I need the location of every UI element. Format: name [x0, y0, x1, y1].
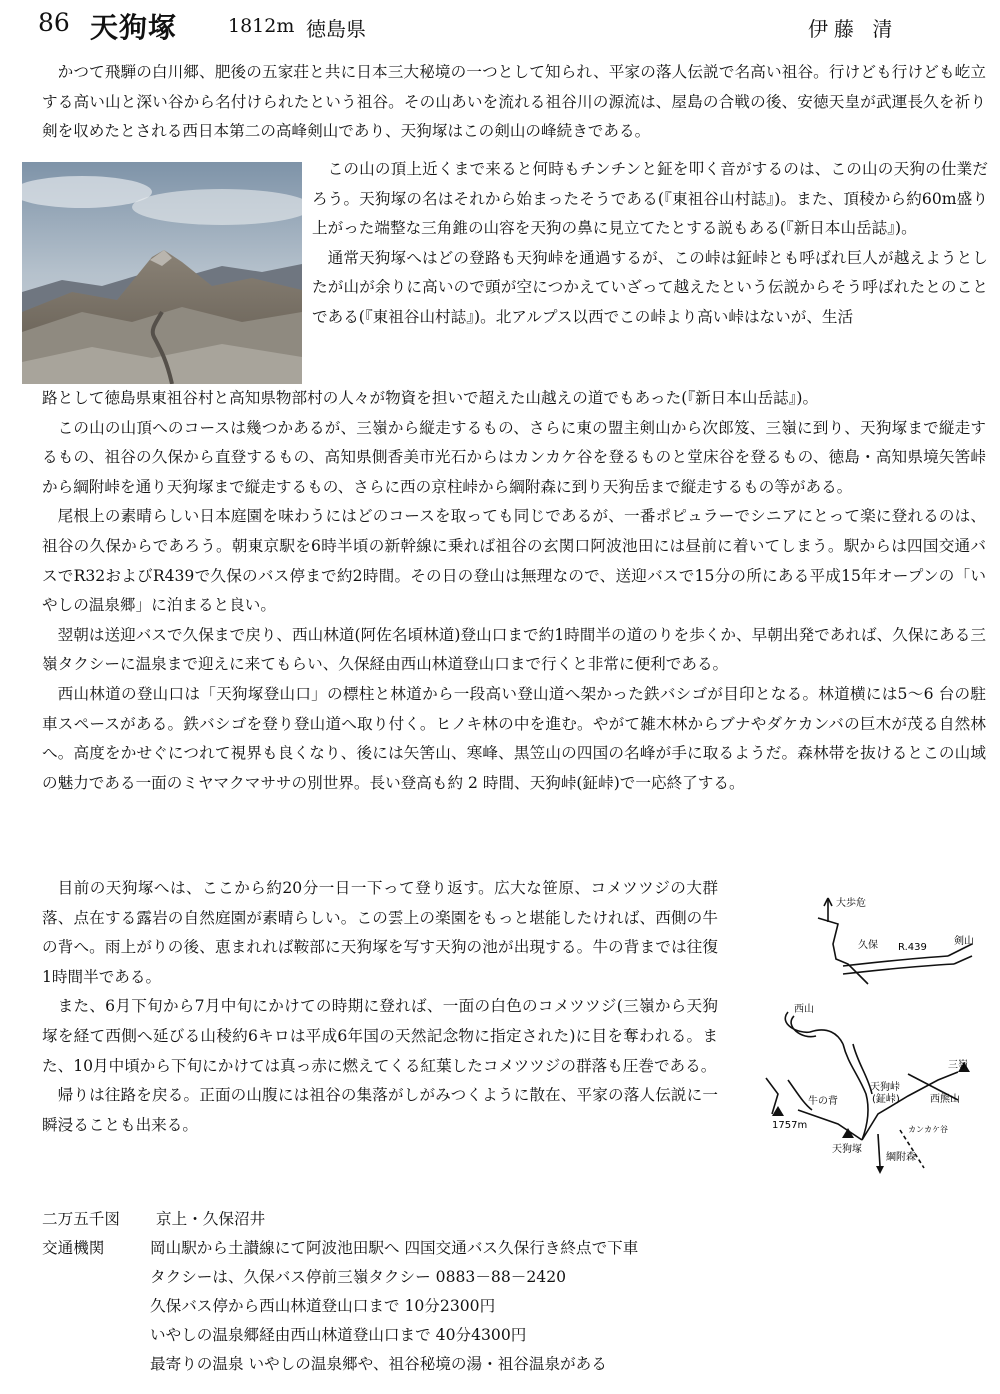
photo-side-text — [312, 155, 988, 333]
topo-map-row — [42, 1205, 742, 1234]
paragraph-7: 西山林道の登山口は「天狗塚登山口」の標柱と林道から一段高い登山道へ架かった鉄バシゴが目印となる。林道横には5～6 台の駐車スペースがある。鉄バシゴを登り登山道へ取り付く。ヒノキ林の中を進む。やがて雑木林からブナやダケカンバの巨木が茂る自然林へ。高度をかせぐにつれて視界も良くなり、後には矢筈山、寒峰、黒笠山の四国の名峰が手に取るようだ。森林帯を抜けるとこの山域の魅力である一面のミヤマクマササの別世界。長い登高も約 2 時間、天狗峠(鉦峠)で一応終了する。 — [42, 684, 986, 792]
main-body-text — [42, 384, 986, 798]
transport-line: 久保バス停から西山林道登山口まで 10分2300円 — [150, 1297, 496, 1315]
paragraph-5: 尾根上の素晴らしい日本庭園を味わうにはどのコースを取っても同じであるが、一番ポピュラーでシニアにとって楽に登れるのは、祖谷の久保からであろう。朝東京駅を6時半頃の新幹線に乗れば祖谷の玄関口阿波池田には昼前に着いてしまう。駅からは四国交通バスでR32およびR439で久保のバス停まで約2時間。その日の登山は無理なので、送迎バスで15分の所にある平成15年オープンの「いやしの温泉郷」に泊まると良い。 — [42, 507, 986, 615]
route-map-drawing — [758, 884, 986, 1190]
access-info — [42, 1205, 742, 1379]
transport-row — [42, 1263, 742, 1292]
map-label-sanrei: 三嶺 — [948, 1060, 968, 1071]
mountain-name: 天狗塚 — [90, 11, 178, 44]
map-label-tengutsuka: 天狗塚 — [832, 1144, 862, 1155]
map-label-elevation: 1757m — [772, 1120, 808, 1131]
paragraph-10: 帰りは往路を戻る。正面の山腹には祖谷の集落がしがみつくように散在、平家の落人伝説に一瞬浸ることも出来る。 — [42, 1086, 718, 1134]
mountain-elevation: 1812m — [228, 15, 295, 37]
transport-line: いやしの温泉郷経由西山林道登山口まで 40分4300円 — [150, 1326, 527, 1344]
map-label-kane-toge: (鉦峠) — [872, 1094, 900, 1105]
lower-body-text — [42, 874, 718, 1140]
paragraph-8: 目前の天狗塚へは、ここから約20分一日一下って登り返す。広大な笹原、コメツツジの大群落、点在する露岩の自然庭園が素晴らしい。この雲上の楽園をもっと堪能したければ、西側の牛の背へ。雨上がりの後、恵まれれば鞍部に天狗塚を写す天狗の池が出現する。牛の背までは往復1時間半である。 — [42, 879, 718, 986]
map-label-tengu-toge: 天狗峠 — [870, 1082, 900, 1093]
intro-paragraph-block — [42, 58, 986, 147]
map-label-north: 大歩危 — [836, 898, 866, 909]
topo-map-value: 京上・久保沼井 — [156, 1210, 266, 1228]
map-label-nishiyama: 西山 — [794, 1004, 814, 1015]
mountain-photo-image — [22, 162, 302, 384]
paragraph-4: この山の山頂へのコースは幾つかあるが、三嶺から縦走するもの、さらに東の盟主剣山から次郎笈、三嶺に到り、天狗塚まで縦走するもの、祖谷の久保から直登するもの、高知県側香美市光石からはカンカケ谷を登るものと堂床谷を登るもの、徳島・高知県境矢筈峠から綱附峠を通り天狗塚まで縦走するもの、さらに西の京柱峠から綱附森に到り天狗岳まで縦走するもの等がある。 — [42, 418, 986, 496]
transport-line: 最寄りの温泉 いやしの温泉郷や、祖谷秘境の湯・祖谷温泉がある — [150, 1355, 607, 1373]
prefecture: 徳島県 — [306, 17, 366, 41]
map-label-kankake: カンカケ谷 — [908, 1125, 948, 1134]
paragraph-1: かつて飛騨の白川郷、肥後の五家荘と共に日本三大秘境の一つとして知られ、平家の落人伝説で名高い祖谷。行けども行けども屹立する高い山と深い谷から名付けられたという祖谷。その山あいを流れる祖谷川の源流は、屋島の合戦の後、安徳天皇が武運長久を祈り剣を収めたとされる西日本第二の高峰剣山であり、天狗塚はこの剣山の峰続きである。 — [42, 63, 986, 141]
paragraph-3-continued: 路として徳島県東祖谷村と高知県物部村の人々が物資を担いで超えた山越えの道でもあった(『新日本山岳誌』)。 — [42, 389, 819, 407]
article-number: 86 — [38, 8, 70, 37]
transport-row — [42, 1350, 742, 1379]
map-label-nishikumayama: 西熊山 — [930, 1094, 960, 1105]
route-map — [758, 884, 986, 1190]
map-label-tsunatsukimori: 綱附森 — [886, 1152, 916, 1163]
mountain-photo — [22, 162, 302, 384]
author-name: 伊藤 清 — [808, 17, 899, 41]
transport-row — [42, 1321, 742, 1350]
article-header — [38, 6, 978, 46]
map-label-tsurugi: 剣山 — [954, 936, 974, 947]
transport-row — [42, 1234, 742, 1263]
paragraph-9: また、6月下旬から7月中旬にかけての時期に登れば、一面の白色のコメツツジ(三嶺から天狗塚を経て西側へ延びる山稜約6キロは平成6年国の天然記念物に指定された)に目を奪われる。また、10月中頃から下旬にかけては真っ赤に燃えてくる紅葉したコメツツジの群落も圧巻である。 — [42, 997, 718, 1075]
paragraph-2: この山の頂上近くまで来ると何時もチンチンと鉦を叩く音がするのは、この山の天狗の仕業だろう。天狗塚の名はそれから始まったそうである(『東祖谷山村誌』)。また、頂稜から約60m盛り上がった端整な三角錐の山容を天狗の鼻に見立てたとする説もある(『新日本山岳誌』)。 — [312, 160, 988, 238]
paragraph-3: 通常天狗塚へはどの登路も天狗峠を通過するが、この峠は鉦峠とも呼ばれ巨人が越えようとしたが山が余りに高いので頭が空につかえていざって越えたという伝説からそう呼ばれたとのことである(『東祖谷山村誌』)。北アルプス以西でこの峠より高い峠はないが、生活 — [312, 248, 988, 326]
paragraph-6: 翌朝は送迎バスで久保まで戻り、西山林道(阿佐名頃林道)登山口まで約1時間半の道のりを歩くか、早朝出発であれば、久保にある三嶺タクシーに温泉まで迎えに来てもらい、久保経由西山林道登山口まで行くと非常に便利である。 — [42, 625, 986, 674]
transport-line: タクシーは、久保バス停前三嶺タクシー 0883－88－2420 — [150, 1268, 567, 1286]
map-label-kubo: 久保 — [858, 940, 878, 951]
transport-row — [42, 1292, 742, 1321]
map-label-ushinose: 牛の背 — [808, 1096, 838, 1107]
map-label-route: R.439 — [898, 942, 927, 953]
transport-line: 岡山駅から土讃線にて阿波池田駅へ 四国交通バス久保行き終点で下車 — [150, 1239, 639, 1257]
topo-map-label: 二万五千図 — [42, 1210, 120, 1228]
transport-label: 交通機関 — [42, 1239, 105, 1257]
